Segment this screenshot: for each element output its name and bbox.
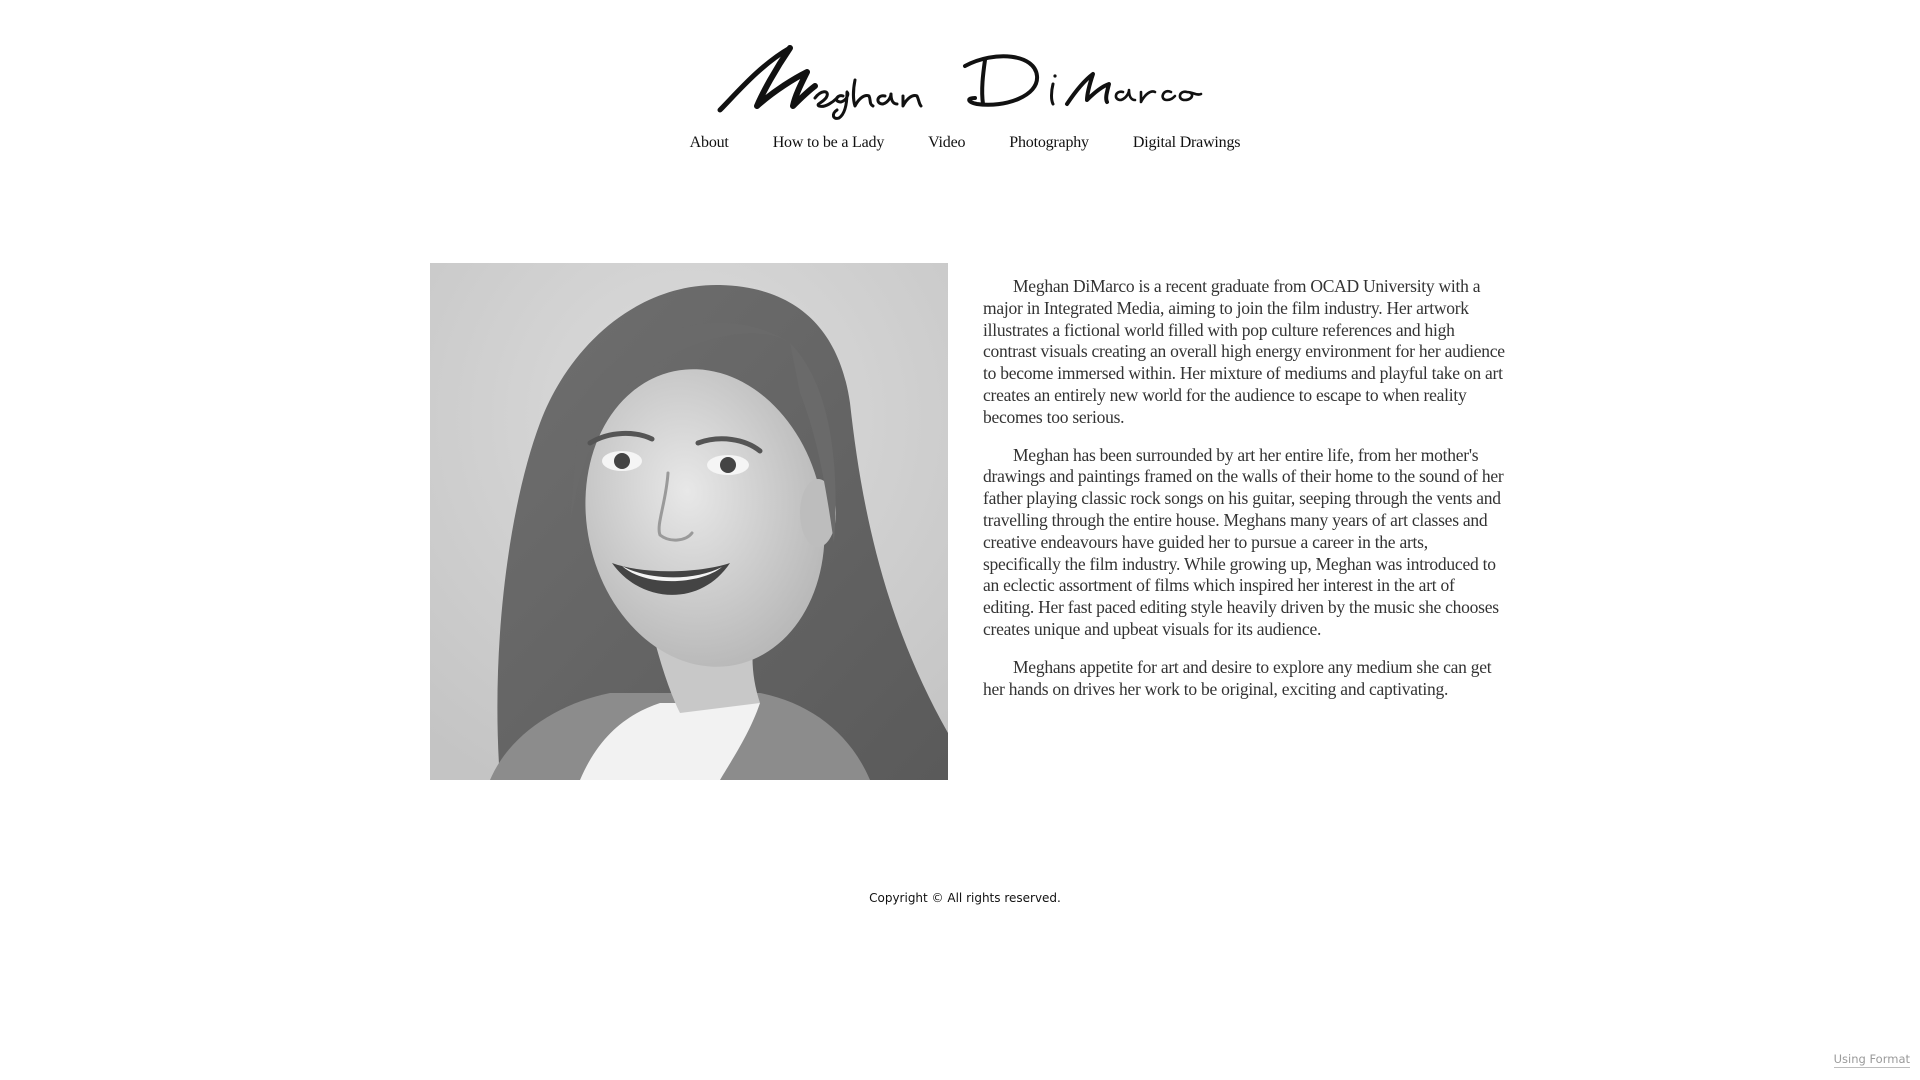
nav-item-how-to-be-a-lady[interactable]: How to be a Lady (772, 134, 885, 151)
site-logo-signature[interactable] (715, 40, 1205, 122)
nav-item-photography[interactable]: Photography (1009, 134, 1089, 151)
nav-item-about[interactable]: About (689, 134, 729, 151)
using-format-link[interactable]: Using Format (1833, 1052, 1910, 1066)
about-bio (983, 276, 1505, 716)
copyright-text: Copyright © All rights reserved. (869, 891, 1061, 905)
portrait-photo (430, 263, 948, 780)
nav-item-digital-drawings[interactable]: Digital Drawings (1132, 134, 1241, 151)
bio-paragraph: Meghan DiMarco is a recent graduate from OCAD University with a major in Integrated Media, aiming to join the film industry. Her artwork illustrates a fictional world filled with pop culture references and high contrast visuals creating an overall high energy environment for her audience to become immersed within. Her mixture of mediums and playful take on art creates an entirely new world for the audience to escape to when reality becomes too serious. (983, 276, 1505, 427)
portrait-image (430, 263, 948, 780)
bio-paragraph: Meghan has been surrounded by art her entire life, from her mother's drawings and paintings framed on the walls of their home to the sound of her father playing classic rock songs on his guitar, seeping through the vents and travelling through the entire house. Meghans many years of art classes and creative endeavours have guided her to pursue a career in the arts, specifically the film industry. While growing up, Meghan was introduced to an eclectic assortment of films which inspired her interest in the art of editing. Her fast paced editing style heavily driven by the music she chooses creates unique and upbeat visuals for its audience. (983, 444, 1504, 639)
nav-item-video[interactable]: Video (928, 134, 966, 151)
bio-paragraph: Meghans appetite for art and desire to explore any medium she can get her hands on drives her work to be original, exciting and captivating. (983, 656, 1492, 699)
main-nav (0, 134, 1920, 152)
